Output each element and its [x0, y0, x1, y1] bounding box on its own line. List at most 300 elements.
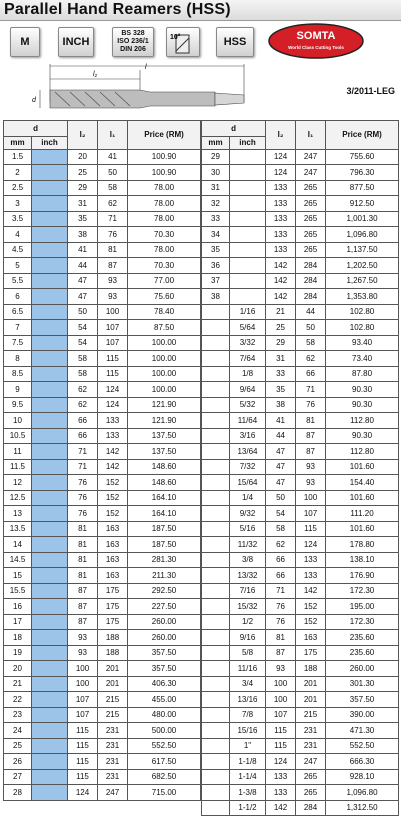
cell-inch — [32, 614, 68, 630]
table-row — [202, 568, 399, 584]
cell-price: 137.50 — [128, 444, 201, 460]
cell-mm — [202, 382, 230, 398]
cell-l2: 133 — [266, 785, 296, 801]
reamer-drawing — [0, 62, 401, 124]
table-row — [202, 459, 399, 475]
table-row — [202, 335, 399, 351]
cell-inch: 15/16 — [230, 723, 266, 739]
cell-l1: 115 — [98, 366, 128, 382]
cell-l2: 29 — [68, 180, 98, 196]
tag-inch: INCH — [58, 27, 94, 57]
cell-mm: 35 — [202, 242, 230, 258]
cell-l2: 115 — [266, 738, 296, 754]
cell-l1: 115 — [296, 521, 326, 537]
cell-l1: 163 — [296, 630, 326, 646]
cell-mm: 33 — [202, 211, 230, 227]
table-row — [202, 258, 399, 274]
cell-inch: 13/16 — [230, 692, 266, 708]
cell-l2: 107 — [68, 707, 98, 723]
cell-l1: 265 — [296, 211, 326, 227]
cell-l1: 152 — [98, 490, 128, 506]
cell-l1: 284 — [296, 258, 326, 274]
cell-inch: 13/32 — [230, 568, 266, 584]
cell-l1: 265 — [296, 785, 326, 801]
table-row — [202, 521, 399, 537]
cell-l2: 25 — [68, 165, 98, 181]
cell-inch — [32, 413, 68, 429]
cell-inch — [32, 707, 68, 723]
cell-l2: 133 — [266, 196, 296, 212]
cell-price: 164.10 — [128, 506, 201, 522]
cell-l1: 247 — [296, 149, 326, 165]
cell-l2: 44 — [68, 258, 98, 274]
cell-price: 78.00 — [128, 180, 201, 196]
cell-l2: 38 — [68, 227, 98, 243]
cell-mm: 4 — [4, 227, 32, 243]
cell-l1: 247 — [98, 785, 128, 801]
cell-l2: 47 — [266, 459, 296, 475]
cell-price: 90.30 — [326, 382, 399, 398]
cell-inch — [32, 552, 68, 568]
table-row — [4, 692, 201, 708]
table-row — [202, 583, 399, 599]
cell-l2: 124 — [266, 754, 296, 770]
cell-mm: 17 — [4, 614, 32, 630]
cell-mm: 31 — [202, 180, 230, 196]
cell-mm — [202, 413, 230, 429]
cell-l2: 66 — [266, 552, 296, 568]
cell-inch: 1-1/4 — [230, 769, 266, 785]
cell-l1: 175 — [98, 583, 128, 599]
cell-inch — [32, 723, 68, 739]
cell-l2: 115 — [68, 723, 98, 739]
cell-inch — [32, 304, 68, 320]
table-row — [4, 630, 201, 646]
cell-price: 1,096.80 — [326, 227, 399, 243]
cell-l1: 100 — [296, 490, 326, 506]
standard-din: DIN 206 — [120, 46, 146, 53]
cell-mm — [202, 645, 230, 661]
table-row — [202, 444, 399, 460]
table-row — [202, 227, 399, 243]
cell-mm — [202, 723, 230, 739]
cell-price: 102.80 — [326, 320, 399, 336]
cell-price: 292.50 — [128, 583, 201, 599]
cell-l1: 201 — [98, 661, 128, 677]
table-row — [4, 754, 201, 770]
cell-l1: 133 — [296, 552, 326, 568]
table-row — [202, 366, 399, 382]
cell-inch — [230, 180, 266, 196]
cell-inch — [32, 165, 68, 181]
table-row — [202, 552, 399, 568]
cell-l2: 58 — [266, 521, 296, 537]
cell-l1: 76 — [98, 227, 128, 243]
cell-mm — [202, 738, 230, 754]
cell-mm — [202, 785, 230, 801]
cell-price: 1,202.50 — [326, 258, 399, 274]
cell-inch — [32, 490, 68, 506]
cell-l2: 76 — [266, 614, 296, 630]
cell-mm: 12.5 — [4, 490, 32, 506]
table-row — [202, 661, 399, 677]
table-row — [4, 521, 201, 537]
cell-inch — [230, 149, 266, 165]
cell-inch — [32, 738, 68, 754]
cell-price: 260.00 — [128, 614, 201, 630]
table-row — [4, 738, 201, 754]
table-row — [4, 242, 201, 258]
cell-price: 1,001.30 — [326, 211, 399, 227]
cell-inch: 15/64 — [230, 475, 266, 491]
cell-l2: 81 — [266, 630, 296, 646]
cell-l1: 124 — [98, 397, 128, 413]
table-row — [202, 490, 399, 506]
label-l: l — [145, 64, 147, 71]
cell-l2: 115 — [68, 738, 98, 754]
cell-mm — [202, 490, 230, 506]
cell-l1: 188 — [296, 661, 326, 677]
cell-l1: 115 — [98, 351, 128, 367]
cell-l2: 100 — [68, 676, 98, 692]
cell-mm: 6 — [4, 289, 32, 305]
cell-l1: 152 — [296, 614, 326, 630]
angle-label: 10° — [170, 34, 181, 41]
cell-l2: 142 — [266, 800, 296, 816]
cell-l2: 41 — [68, 242, 98, 258]
cell-inch — [32, 785, 68, 801]
cell-price: 227.50 — [128, 599, 201, 615]
cell-l1: 231 — [296, 723, 326, 739]
cell-mm: 18 — [4, 630, 32, 646]
cell-l2: 76 — [266, 599, 296, 615]
cell-mm: 2.5 — [4, 180, 32, 196]
cell-mm — [202, 335, 230, 351]
table-row — [4, 444, 201, 460]
cell-price: 1,096.80 — [326, 785, 399, 801]
table-row — [202, 211, 399, 227]
cell-mm: 23 — [4, 707, 32, 723]
cell-l2: 133 — [266, 180, 296, 196]
cell-l2: 100 — [266, 676, 296, 692]
helix-angle-icon — [168, 29, 198, 55]
cell-l2: 100 — [266, 692, 296, 708]
table-row — [202, 428, 399, 444]
cell-l1: 81 — [296, 413, 326, 429]
cell-price: 455.00 — [128, 692, 201, 708]
cell-l2: 25 — [266, 320, 296, 336]
cell-price: 164.10 — [128, 490, 201, 506]
cell-inch — [32, 521, 68, 537]
cell-l1: 247 — [296, 165, 326, 181]
table-row — [202, 676, 399, 692]
cell-mm: 9 — [4, 382, 32, 398]
cell-price: 87.50 — [128, 320, 201, 336]
cell-mm — [202, 568, 230, 584]
table-row — [4, 428, 201, 444]
cell-price: 235.60 — [326, 645, 399, 661]
table-row — [4, 258, 201, 274]
cell-l1: 107 — [98, 335, 128, 351]
cell-inch — [32, 196, 68, 212]
header-d: d — [202, 121, 266, 137]
cell-mm — [202, 506, 230, 522]
cell-l1: 133 — [98, 413, 128, 429]
cell-l1: 265 — [296, 180, 326, 196]
cell-mm — [202, 320, 230, 336]
cell-price: 357.50 — [128, 661, 201, 677]
table-row — [4, 273, 201, 289]
cell-l2: 71 — [68, 444, 98, 460]
cell-mm: 3 — [4, 196, 32, 212]
cell-l2: 87 — [68, 599, 98, 615]
cell-price: 357.50 — [326, 692, 399, 708]
cell-price: 755.60 — [326, 149, 399, 165]
cell-price: 301.30 — [326, 676, 399, 692]
cell-inch — [32, 444, 68, 460]
table-row — [202, 630, 399, 646]
cell-price: 928.10 — [326, 769, 399, 785]
cell-mm: 37 — [202, 273, 230, 289]
cell-mm — [202, 397, 230, 413]
cell-mm — [202, 800, 230, 816]
cell-l2: 44 — [266, 428, 296, 444]
cell-l2: 81 — [68, 568, 98, 584]
cell-inch — [32, 692, 68, 708]
cell-inch: 11/32 — [230, 537, 266, 553]
cell-l2: 124 — [68, 785, 98, 801]
cell-l1: 284 — [296, 800, 326, 816]
table-row — [4, 707, 201, 723]
table-row — [4, 568, 201, 584]
cell-l1: 58 — [296, 335, 326, 351]
cell-price: 195.00 — [326, 599, 399, 615]
cell-l2: 66 — [68, 428, 98, 444]
cell-inch: 5/16 — [230, 521, 266, 537]
cell-price: 796.30 — [326, 165, 399, 181]
cell-mm — [202, 537, 230, 553]
cell-l2: 31 — [68, 196, 98, 212]
page-title: Parallel Hand Reamers (HSS) — [4, 1, 231, 18]
cell-inch — [32, 211, 68, 227]
cell-l2: 93 — [68, 645, 98, 661]
cell-l2: 29 — [266, 335, 296, 351]
cell-mm: 19 — [4, 645, 32, 661]
table-row — [202, 304, 399, 320]
cell-l2: 81 — [68, 537, 98, 553]
header-l2: l₂ — [266, 121, 296, 150]
cell-price: 406.30 — [128, 676, 201, 692]
cell-l2: 87 — [68, 583, 98, 599]
cell-l2: 50 — [266, 490, 296, 506]
cell-price: 100.90 — [128, 149, 201, 165]
cell-mm: 12 — [4, 475, 32, 491]
cell-l2: 71 — [266, 583, 296, 599]
header-inch: inch — [230, 136, 266, 149]
cell-l2: 133 — [266, 211, 296, 227]
cell-mm — [202, 661, 230, 677]
cell-mm: 24 — [4, 723, 32, 739]
cell-price: 187.50 — [128, 537, 201, 553]
cell-mm: 14.5 — [4, 552, 32, 568]
cell-l2: 142 — [266, 273, 296, 289]
cell-l2: 107 — [266, 707, 296, 723]
cell-l1: 93 — [296, 475, 326, 491]
cell-price: 78.00 — [128, 242, 201, 258]
cell-inch: 11/64 — [230, 413, 266, 429]
cell-l1: 58 — [98, 180, 128, 196]
cell-inch — [230, 289, 266, 305]
table-row — [4, 227, 201, 243]
table-row — [4, 676, 201, 692]
table-row — [4, 785, 201, 801]
table-row — [202, 242, 399, 258]
cell-l1: 231 — [98, 738, 128, 754]
cell-inch: 1" — [230, 738, 266, 754]
tag-mm: M — [10, 27, 40, 57]
cell-mm: 28 — [4, 785, 32, 801]
cell-l2: 35 — [68, 211, 98, 227]
table-row — [202, 382, 399, 398]
cell-mm: 2 — [4, 165, 32, 181]
cell-l2: 133 — [266, 227, 296, 243]
cell-mm: 13.5 — [4, 521, 32, 537]
cell-inch — [32, 428, 68, 444]
cell-l2: 133 — [266, 769, 296, 785]
cell-price: 281.30 — [128, 552, 201, 568]
cell-mm: 7.5 — [4, 335, 32, 351]
cell-l2: 54 — [68, 320, 98, 336]
table-row — [4, 211, 201, 227]
cell-inch: 1-1/2 — [230, 800, 266, 816]
cell-inch: 15/32 — [230, 599, 266, 615]
cell-mm: 11.5 — [4, 459, 32, 475]
cell-mm: 4.5 — [4, 242, 32, 258]
cell-l2: 124 — [266, 165, 296, 181]
cell-price: 211.30 — [128, 568, 201, 584]
cell-l2: 38 — [266, 397, 296, 413]
cell-inch: 3/8 — [230, 552, 266, 568]
cell-l1: 163 — [98, 521, 128, 537]
cell-price: 73.40 — [326, 351, 399, 367]
table-row — [202, 599, 399, 615]
cell-mm: 8.5 — [4, 366, 32, 382]
cell-price: 390.00 — [326, 707, 399, 723]
table-row — [4, 459, 201, 475]
standard-bs: BS 328 — [121, 30, 145, 37]
cell-mm: 1.5 — [4, 149, 32, 165]
cell-price: 154.40 — [326, 475, 399, 491]
cell-inch — [230, 258, 266, 274]
cell-mm: 32 — [202, 196, 230, 212]
table-row — [202, 196, 399, 212]
cell-price: 138.10 — [326, 552, 399, 568]
cell-inch: 9/32 — [230, 506, 266, 522]
cell-mm — [202, 366, 230, 382]
cell-price: 100.00 — [128, 335, 201, 351]
cell-l1: 93 — [98, 289, 128, 305]
cell-inch — [32, 382, 68, 398]
cell-l2: 71 — [68, 459, 98, 475]
cell-mm — [202, 459, 230, 475]
cell-l2: 41 — [266, 413, 296, 429]
cell-price: 715.00 — [128, 785, 201, 801]
header-inch: inch — [32, 136, 68, 149]
cell-mm: 16 — [4, 599, 32, 615]
cell-inch: 7/16 — [230, 583, 266, 599]
cell-price: 70.30 — [128, 258, 201, 274]
table-row — [202, 180, 399, 196]
cell-inch: 1/8 — [230, 366, 266, 382]
cell-l1: 87 — [296, 428, 326, 444]
table-row — [202, 738, 399, 754]
cell-l1: 124 — [296, 537, 326, 553]
table-row — [4, 366, 201, 382]
cell-l1: 124 — [98, 382, 128, 398]
cell-l1: 152 — [296, 599, 326, 615]
cell-mm: 10.5 — [4, 428, 32, 444]
cell-inch: 3/16 — [230, 428, 266, 444]
cell-price: 78.00 — [128, 211, 201, 227]
cell-l1: 66 — [296, 366, 326, 382]
cell-l1: 163 — [98, 537, 128, 553]
table-row — [4, 583, 201, 599]
table-row — [4, 180, 201, 196]
cell-l1: 265 — [296, 242, 326, 258]
reamer-table-right — [201, 120, 399, 816]
table-row — [202, 769, 399, 785]
cell-l2: 124 — [266, 149, 296, 165]
cell-l2: 142 — [266, 258, 296, 274]
cell-mm: 14 — [4, 537, 32, 553]
cell-l1: 62 — [296, 351, 326, 367]
cell-l1: 93 — [296, 459, 326, 475]
cell-inch — [230, 165, 266, 181]
table-row — [4, 397, 201, 413]
label-d: d — [32, 97, 36, 104]
cell-price: 77.00 — [128, 273, 201, 289]
cell-inch — [230, 196, 266, 212]
cell-l1: 142 — [296, 583, 326, 599]
cell-l2: 76 — [68, 475, 98, 491]
cell-l2: 133 — [266, 242, 296, 258]
cell-l2: 54 — [68, 335, 98, 351]
cell-l2: 107 — [68, 692, 98, 708]
cell-inch — [32, 397, 68, 413]
table-row — [4, 196, 201, 212]
cell-inch — [32, 599, 68, 615]
cell-l1: 265 — [296, 227, 326, 243]
cell-inch — [32, 537, 68, 553]
cell-mm — [202, 351, 230, 367]
cell-price: 260.00 — [326, 661, 399, 677]
cell-l1: 284 — [296, 289, 326, 305]
cell-inch — [230, 211, 266, 227]
cell-mm: 26 — [4, 754, 32, 770]
cell-price: 1,353.80 — [326, 289, 399, 305]
cell-price: 357.50 — [128, 645, 201, 661]
cell-inch: 5/32 — [230, 397, 266, 413]
cell-price: 78.00 — [128, 196, 201, 212]
cell-l1: 87 — [98, 258, 128, 274]
cell-l2: 62 — [68, 382, 98, 398]
cell-l2: 47 — [266, 444, 296, 460]
cell-price: 121.90 — [128, 413, 201, 429]
cell-inch — [32, 568, 68, 584]
table-row — [202, 785, 399, 801]
cell-price: 235.60 — [326, 630, 399, 646]
table-row — [4, 165, 201, 181]
